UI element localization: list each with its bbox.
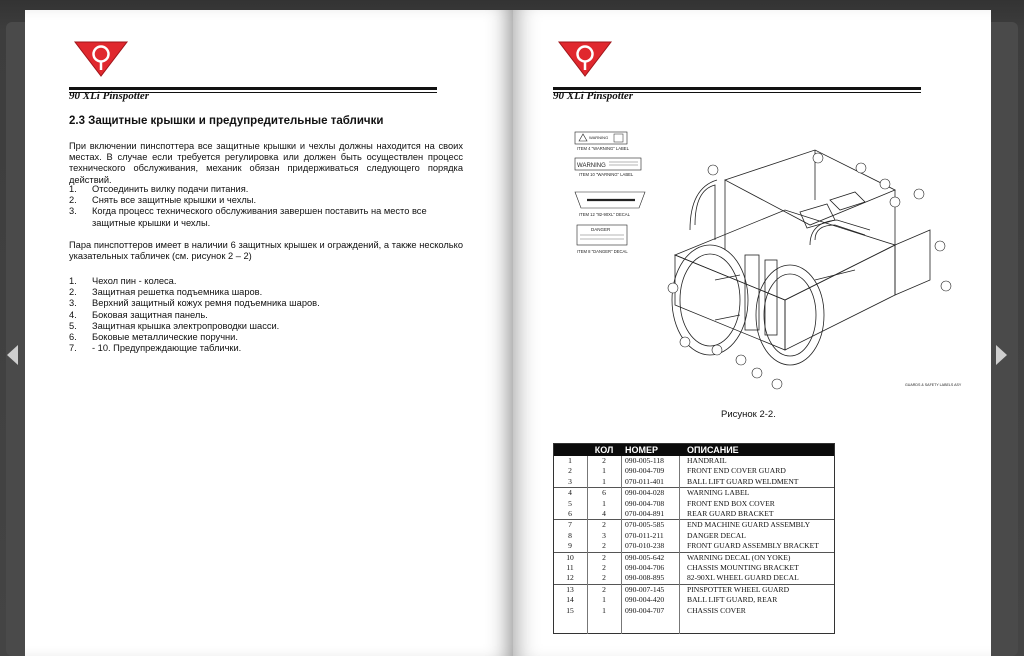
parts-table xyxy=(553,443,835,616)
warning-word: WARNING xyxy=(589,135,609,140)
table-row: 14 1 090-004-420 BALL LIFT GUARD, REAR xyxy=(566,595,778,605)
col-header-no xyxy=(553,443,587,456)
section-title: 2.3 Защитные крышки и предупредительные таблички xyxy=(69,115,384,127)
list-item: 1. Отсоединить вилку подачи питания. xyxy=(69,184,249,194)
procedure-steps xyxy=(69,184,463,229)
table-row: 11 2 090-004-706 CHASSIS MOUNTING BRACKET xyxy=(566,563,799,573)
list-item: 3. Когда процесс технического обслуживания завершен поставить на место все защитные крышки и чехлы. xyxy=(69,206,427,228)
table-row: 4 6 090-004-028 WARNING LABEL xyxy=(553,488,835,499)
col-header-qty: КОЛ xyxy=(587,443,621,456)
table-row: 12 2 090-008-895 82-90XL WHEEL GUARD DECAL xyxy=(566,573,799,583)
danger-word: DANGER xyxy=(591,227,611,232)
company-logo xyxy=(557,38,613,78)
next-page-arrow-icon[interactable] xyxy=(996,345,1007,365)
col-header-desc: ОПИСАНИЕ xyxy=(683,443,835,456)
table-column-divider xyxy=(587,456,588,634)
list-item: 4. Боковая защитная панель. xyxy=(69,309,208,320)
warning-label-caption: ITEM 4 "WARNING" LABEL xyxy=(577,146,629,151)
table-column-divider xyxy=(679,456,680,634)
table-row: 6 4 070-004-891 REAR GUARD BRACKET xyxy=(568,509,774,519)
table-row: 1 2 090-005-118 HANDRAIL xyxy=(568,456,727,465)
svg-text:WARNING: WARNING xyxy=(577,163,606,169)
guard-items-list xyxy=(69,276,463,354)
col-header-part: НОМЕР xyxy=(621,443,683,456)
list-item: 7. - 10. Предупреждающие таблички. xyxy=(69,343,242,354)
table-row: 8 3 070-011-211 DANGER DECAL xyxy=(568,530,746,540)
guards-paragraph: Пара пинспоттеров имеет в наличии 6 защитных крышек и ограждений, а также несколько указательных табличек (см. рисунок 2 – 2) xyxy=(69,240,463,262)
previous-page-arrow-icon[interactable] xyxy=(7,345,18,365)
table-row: 7 2 070-005-585 END MACHINE GUARD ASSEMBLY xyxy=(553,520,835,531)
list-item: 2. Снять все защитные крышки и чехлы. xyxy=(69,195,257,206)
table-row: 9 2 070-010-238 FRONT GUARD ASSEMBLY BRACKET xyxy=(568,541,819,551)
company-logo xyxy=(73,38,129,78)
table-header-row xyxy=(553,443,835,456)
table-row: 5 1 090-004-708 FRONT END BOX COVER xyxy=(568,498,775,508)
guards-exploded-diagram xyxy=(565,130,962,392)
danger-caption: ITEM 8 "DANGER" DECAL xyxy=(577,249,628,254)
table-column-divider xyxy=(621,456,622,634)
list-item: 2. Защитная решетка подъемника шаров. xyxy=(69,287,263,298)
header-title: 90 XLi Pinspotter xyxy=(69,90,150,102)
table-row: 10 2 090-005-642 WARNING DECAL (ON YOKE) xyxy=(553,552,835,563)
list-item: 3. Верхний защитный кожух ремня подъемника шаров. xyxy=(69,298,320,309)
header-title: 90 XLi Pinspotter xyxy=(553,90,634,102)
list-item: 5. Защитная крышка электропроводки шасси. xyxy=(69,320,280,331)
decal-caption: ITEM 12 "82-90XL" DECAL xyxy=(579,212,630,217)
right-page xyxy=(513,10,991,656)
table-row: 15 1 090-004-707 CHASSIS COVER xyxy=(566,605,746,615)
intro-paragraph: При включении пинспоттера все защитные крышки и чехлы должны находится на своих местах. В случае если требуется регулировка или должен быть осуществлен процесс технического обслуживания, механик обязан придерживаться следующего порядка действий. xyxy=(69,141,463,185)
figure-reference: GUARDS & SAFETY LABELS ASY xyxy=(905,383,962,387)
table-row: 3 1 070-011-401 BALL LIFT GUARD WELDMENT xyxy=(568,476,799,486)
list-item: 1. Чехол пин - колеса. xyxy=(69,276,177,286)
table-row: 2 1 090-004-709 FRONT END COVER GUARD xyxy=(568,466,786,476)
figure-caption: Рисунок 2-2. xyxy=(721,409,776,420)
left-page xyxy=(25,10,513,656)
table-row: 13 2 090-007-145 PINSPOTTER WHEEL GUARD xyxy=(553,584,835,595)
list-item: 6. Боковые металлические поручни. xyxy=(69,332,238,343)
warning-label-caption-2: ITEM 10 "WARNING" LABEL xyxy=(579,172,634,177)
